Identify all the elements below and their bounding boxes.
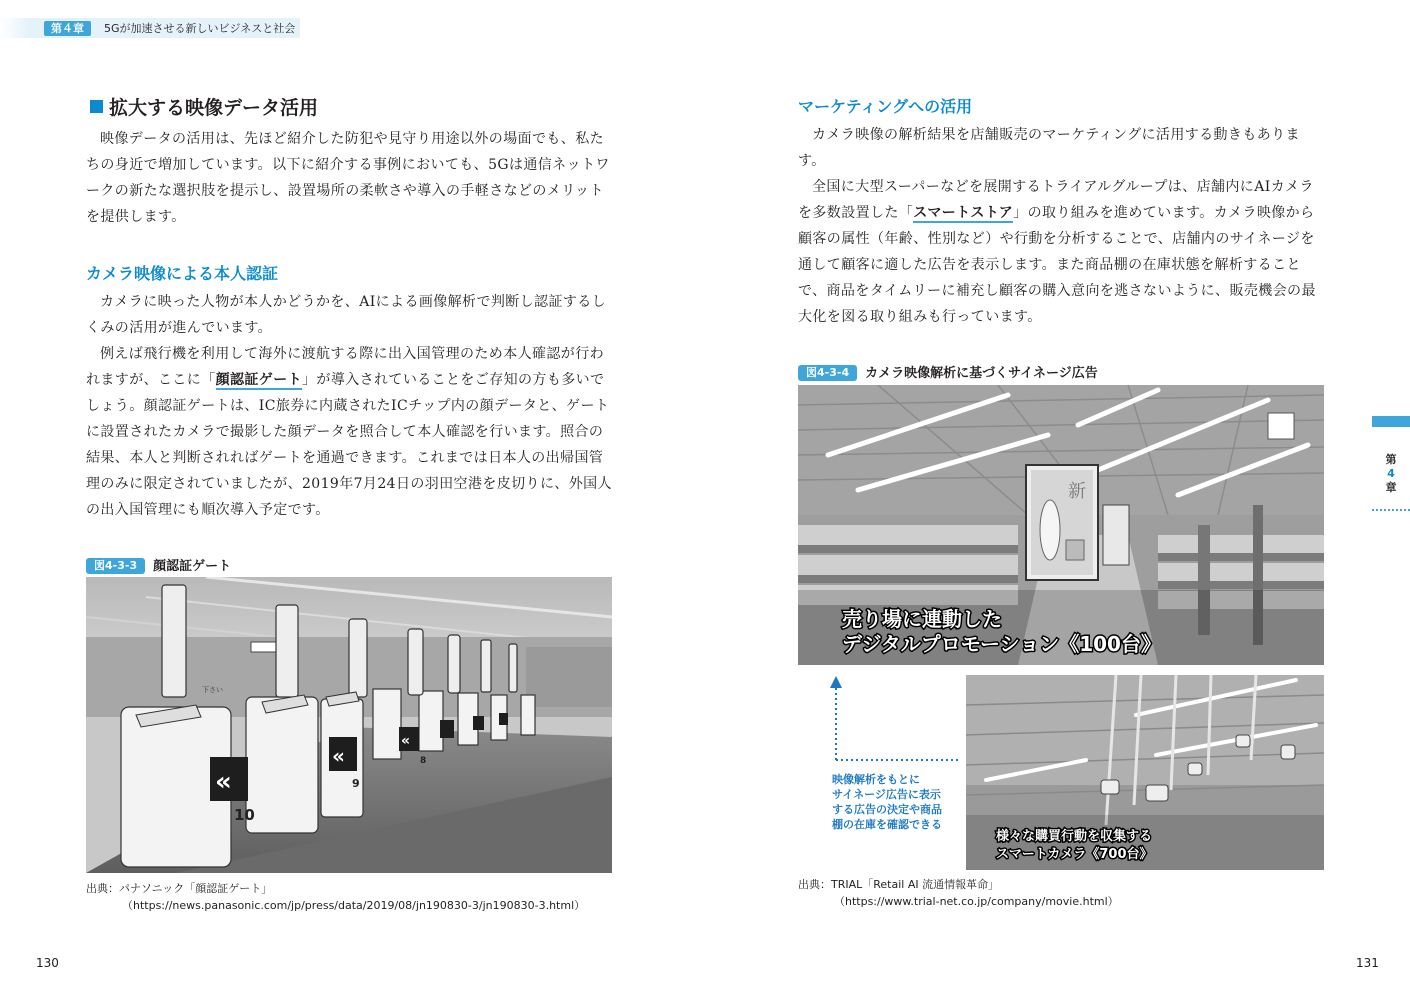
flow-note-line1: 映像解析をもとに <box>832 773 920 786</box>
source-right: 出典：TRIAL「Retail AI 流通情報革命」 （https://www.trial-net.co.jp/company/movie.html） <box>798 878 1119 908</box>
photo1-caption-line1: 売り場に連動した <box>842 607 1002 631</box>
figure-title: 顔認証ゲート <box>153 559 232 574</box>
gate-sign: 下さい <box>202 686 223 694</box>
section-paragraph: 映像データの活用は、先ほど紹介した防犯や見守り用途以外の場面でも、私たちの身近で増加しています。以下に紹介する事例においても、5Gは通信ネットワークの新たな選択肢を提示し、設置場所の柔軟さや導入の手軽さなどのメリットを提供します。 <box>86 131 610 225</box>
figure-badge: 図4-3-4 <box>798 365 857 381</box>
flow-note-line4: 棚の在庫を確認できる <box>832 818 942 831</box>
flow-arrow <box>798 668 968 843</box>
svg-text:«: « <box>215 767 232 797</box>
paragraph-face-auth-1: カメラに映った人物が本人かどうかを、AIによる画像解析で判断し認証するしくみの活用が進んでいます。 <box>86 294 607 336</box>
side-tab-dotted-line <box>1372 509 1410 511</box>
face-gate-photo <box>86 577 612 873</box>
square-bullet-icon <box>90 100 103 113</box>
flow-note-line3: する広告の決定や商品 <box>832 803 942 816</box>
arrow-up-icon <box>830 676 842 688</box>
chapter-side-tab <box>1372 416 1410 511</box>
smart-camera-photo <box>966 675 1324 870</box>
keyword-smart-store: スマートストア <box>913 205 1014 221</box>
store-signage-photo <box>798 385 1324 665</box>
section-heading: 拡大する映像データ活用 <box>90 93 318 120</box>
figure-title: カメラ映像解析に基づくサイネージ広告 <box>865 366 1098 381</box>
figure-4-3-4-label <box>798 362 1098 381</box>
paragraph-face-auth-2: 例えば飛行機を利用して海外に渡航する際に出入国管理のため本人確認が行われますが、ここに「顔認証ゲート」が導入されていることをご存知の方も多いでしょう。顔認証ゲートは、IC旅券に内蔵されたICチップ内の顔データと、ゲートに設置されたカメラで撮影した顔データを照合して本人確認を行います。照合の結果、本人と判断されればゲートを通過できます。これまでは日本人の出帰国管理のみに限定されていましたが、2019年7月24日の羽田空港を皮切りに、外国人の出入国管理にも順次導入予定です。 <box>86 346 612 518</box>
source-left: 出典：パナソニック「顔認証ゲート」 （https://news.panasonic.com/jp/press/data/2019/08/jn190830-3/jn190830-3.html） <box>86 882 586 912</box>
flow-note-line2: サイネージ広告に表示 <box>832 788 941 801</box>
svg-text:«: « <box>332 744 345 768</box>
gate-number-10: 10 <box>234 806 255 824</box>
sub-heading-marketing: マーケティングへの活用 <box>798 97 973 116</box>
gate-number-8: 8 <box>420 756 427 766</box>
photo2-caption-line2: スマートカメラ《700台》 <box>996 847 1153 862</box>
svg-text:«: « <box>401 733 411 749</box>
page-number-left: 130 <box>36 956 59 970</box>
chapter-title: 5Gが加速させる新しいビジネスと社会 <box>104 22 296 35</box>
sub-heading-face-auth: カメラ映像による本人認証 <box>86 264 279 283</box>
photo1-caption-line2: デジタルプロモーション《100台》 <box>842 632 1161 656</box>
page-number-right: 131 <box>1356 956 1379 970</box>
paragraph-marketing-2: 全国に大型スーパーなどを展開するトライアルグループは、店舗内にAIカメラを多数設置した「スマートストア」の取り組みを進めています。カメラ映像から顧客の属性（年齢、性別など）や行動を分析することで、店舗内のサイネージを通して顧客に適した広告を表示します。また商品棚の在庫状態を解析することで、商品をタイムリーに補充し顧客の購入意向を逃さないように、販売機会の最大化を図る取り組みも行っています。 <box>798 179 1316 325</box>
side-tab-label: 第 4 章 <box>1385 453 1397 494</box>
photo2-caption-line1: 様々な購買行動を収集する <box>996 829 1153 844</box>
side-tab-bar <box>1372 416 1410 427</box>
paragraph-marketing-1: カメラ映像の解析結果を店舗販売のマーケティングに活用する動きもあります。 <box>798 127 1300 169</box>
keyword-face-gate: 顔認証ゲート <box>215 372 303 388</box>
signage-character: 新 <box>1068 481 1086 502</box>
gate-number-9: 9 <box>352 777 360 790</box>
figure-4-3-3-label <box>86 555 231 574</box>
chapter-tag: 第４章 <box>44 21 91 36</box>
figure-badge: 図4-3-3 <box>86 558 145 574</box>
